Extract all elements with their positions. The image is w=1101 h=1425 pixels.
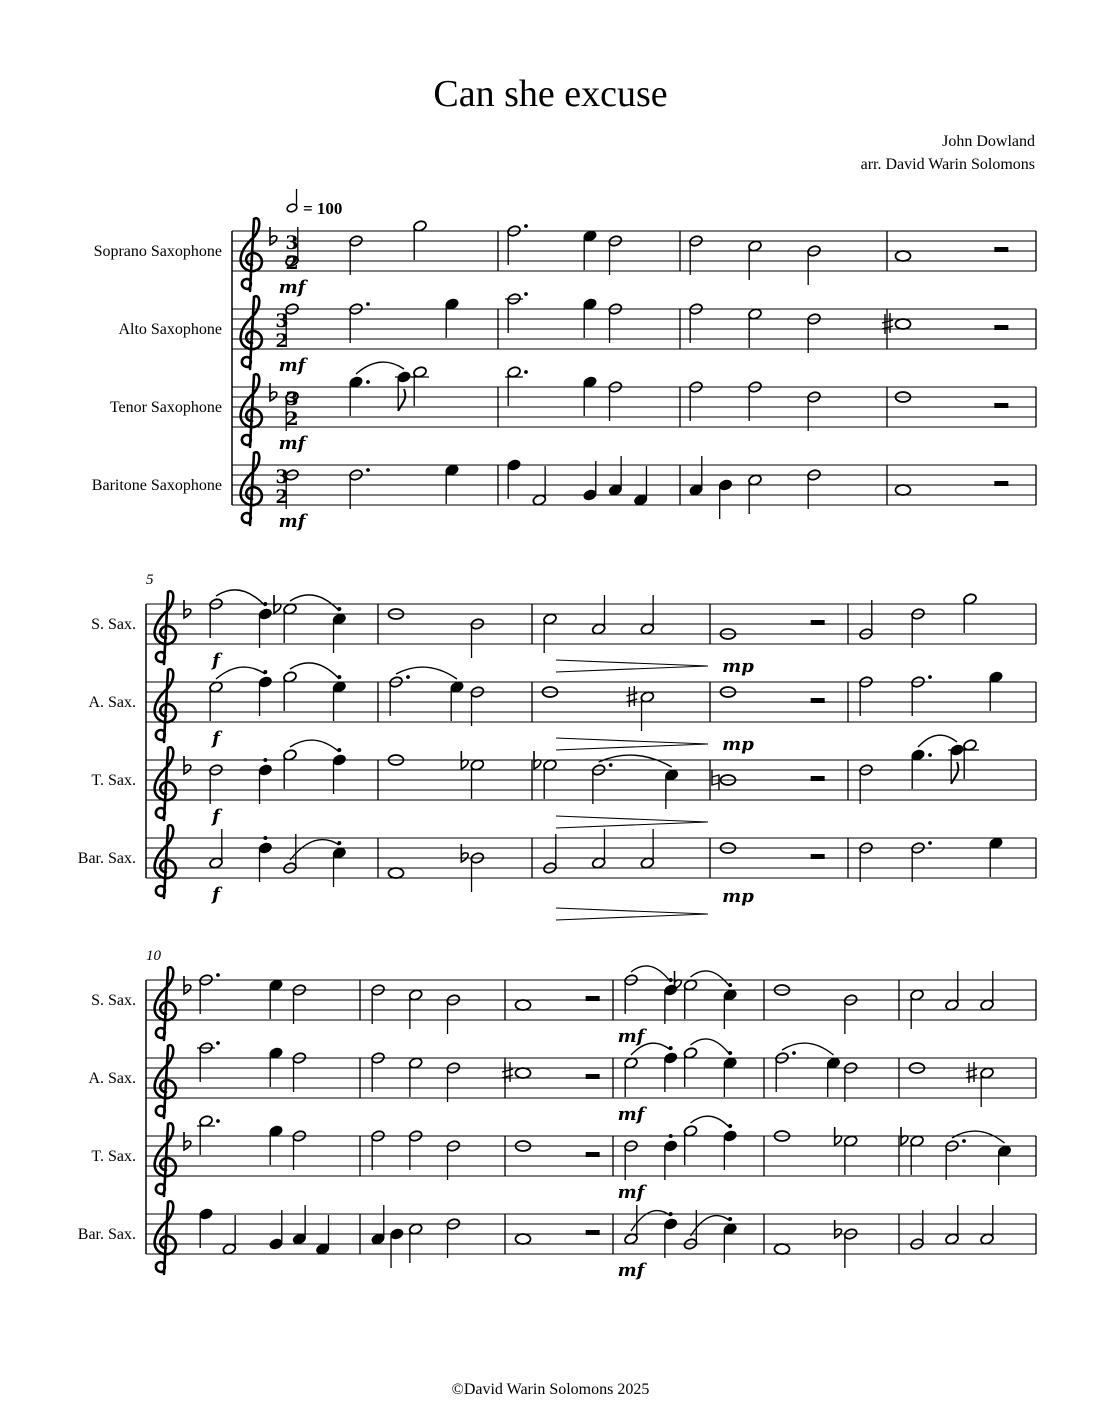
staccato-dot [263,836,267,840]
arranger-credit: arr. David Warin Solomons [860,156,1035,173]
flat-sign-icon [461,844,468,862]
instrument-label: T. Sax. [91,772,136,789]
dynamic-marking: f [212,806,220,827]
slur [216,667,265,679]
treble-clef-icon [155,1045,176,1118]
augmentation-dot [216,1041,220,1045]
augmentation-dot [216,973,220,977]
dynamic-marking: mf [617,1182,645,1203]
dynamic-marking: mf [617,1026,645,1047]
treble-clef-icon [155,825,176,898]
note-flag [398,389,405,411]
time-signature-bottom: 2 [275,486,289,508]
instrument-label: S. Sax. [91,992,136,1009]
key-signature-flat-icon [184,1132,191,1150]
half-rest-icon [586,1074,600,1079]
whole-note [516,1234,531,1244]
augmentation-dot [928,675,932,679]
dynamic-marking: f [212,884,220,905]
staff-sop-sys3 [91,966,1036,1047]
staff-ten-sys1 [110,362,1036,454]
slur [952,1131,1005,1143]
time-signature-top: 3 [275,466,289,488]
score-title: Can she excuse [433,73,668,115]
half-rest-icon [811,854,825,859]
staff-bari-sys2 [78,825,1036,907]
slur [396,667,457,679]
key-signature-flat-icon [270,227,277,245]
dynamic-marking: mp [722,886,754,907]
slur [290,595,339,611]
dynamic-marking: mf [278,277,306,298]
measure-number: 5 [146,572,154,588]
staff-alto-sys2 [88,656,1036,749]
treble-clef-icon [155,669,176,742]
staff-bari-sys3 [78,1201,1036,1281]
time-signature-bottom: 2 [275,330,289,352]
key-signature-flat-icon [270,383,277,401]
key-signature-flat-icon [184,976,191,994]
staccato-dot [263,758,267,762]
dynamic-marking: f [212,650,220,671]
augmentation-dot [524,370,528,374]
slur [290,840,339,860]
treble-clef-icon [155,591,176,664]
slur [918,735,957,747]
staff-ten-sys3 [91,1115,1036,1203]
augmentation-dot [928,841,932,845]
half-rest-icon [586,1230,600,1235]
slur [290,740,339,752]
augmentation-dot [524,224,528,228]
dynamic-marking: mf [617,1104,645,1125]
instrument-label: S. Sax. [91,616,136,633]
sharp-sign-icon [966,1062,977,1083]
key-signature-flat-icon [184,600,191,618]
dynamic-marking: mf [278,511,306,532]
dynamic-marking: mf [617,1260,645,1281]
treble-clef-icon [155,1123,176,1196]
staff-alto-sys1 [118,292,1036,376]
decrescendo-hairpin [556,738,708,750]
half-rest-icon [994,325,1008,330]
augmentation-dot [524,292,528,296]
staff-bari-sys1 [92,452,1036,532]
flat-sign-icon [835,1220,842,1238]
instrument-label: Alto Saxophone [118,321,222,338]
slur [782,1043,834,1055]
instrument-label: Bar. Sax. [77,1226,136,1243]
whole-note [516,1068,531,1078]
tempo-text: = 100 [303,199,343,218]
whole-note [896,319,911,329]
dynamic-marking: mf [278,355,306,376]
treble-clef-icon [241,296,262,369]
slur [290,663,339,679]
slur [356,362,404,374]
augmentation-dot [792,1051,796,1055]
time-signature-bottom: 2 [285,408,299,430]
note-flag [951,762,958,784]
staccato-dot [669,1134,673,1138]
copyright-notice: ©David Warin Solomons 2025 [451,1381,650,1398]
instrument-label: Soprano Saxophone [93,243,222,260]
half-rest-icon [811,776,825,781]
staff-sop-sys2 [91,590,1036,671]
sharp-sign-icon [502,1062,513,1083]
decrescendo-hairpin [556,816,708,828]
dynamic-marking: mp [722,656,754,677]
instrument-label: A. Sax. [88,694,136,711]
decrescendo-hairpin [556,660,708,672]
staff-alto-sys3 [88,1039,1036,1125]
treble-clef-icon [155,967,176,1040]
augmentation-dot [928,753,932,757]
slur [691,1116,731,1128]
time-signature-top: 3 [285,232,299,254]
dynamic-marking: mf [278,433,306,454]
staff-sop-sys1 [94,218,1036,298]
treble-clef-icon [241,218,262,291]
half-rest-icon [994,403,1008,408]
treble-clef-icon [155,747,176,820]
half-rest-icon [811,698,825,703]
whole-note [389,868,404,878]
sharp-sign-icon [626,686,637,707]
decrescendo-hairpin [556,908,708,920]
instrument-label: Baritone Saxophone [91,477,222,494]
time-signature-top: 3 [275,310,289,332]
system-3 [78,948,1036,1281]
augmentation-dot [962,1139,966,1143]
half-rest-icon [994,481,1008,486]
half-rest-icon [586,996,600,1001]
whole-note [896,251,911,261]
staff-ten-sys2 [91,734,1036,827]
half-rest-icon [586,1152,600,1157]
whole-note [775,1244,790,1254]
instrument-label: Bar. Sax. [77,850,136,867]
time-signature-bottom: 2 [285,252,299,274]
system-1 [92,189,1036,532]
half-rest-icon [811,620,825,625]
treble-clef-icon [155,1201,176,1274]
composer-credit: John Dowland [942,133,1035,150]
augmentation-dot [406,675,410,679]
treble-clef-icon [241,452,262,525]
augmentation-dot [216,1119,220,1123]
instrument-label: A. Sax. [88,1070,136,1087]
half-rest-icon [994,247,1008,252]
key-signature-flat-icon [184,756,191,774]
tempo-marking [286,189,342,218]
augmentation-dot [366,302,370,306]
augmentation-dot [366,468,370,472]
instrument-label: Tenor Saxophone [109,399,222,416]
treble-clef-icon [241,374,262,447]
augmentation-dot [609,763,613,767]
dynamic-marking: mp [722,734,754,755]
system-2 [78,572,1036,920]
time-signature-top: 3 [285,388,299,410]
instrument-label: T. Sax. [91,1148,136,1165]
dynamic-marking: f [212,728,220,749]
measure-number: 10 [146,948,161,964]
whole-note [516,1000,531,1010]
whole-note [896,485,911,495]
augmentation-dot [366,380,370,384]
